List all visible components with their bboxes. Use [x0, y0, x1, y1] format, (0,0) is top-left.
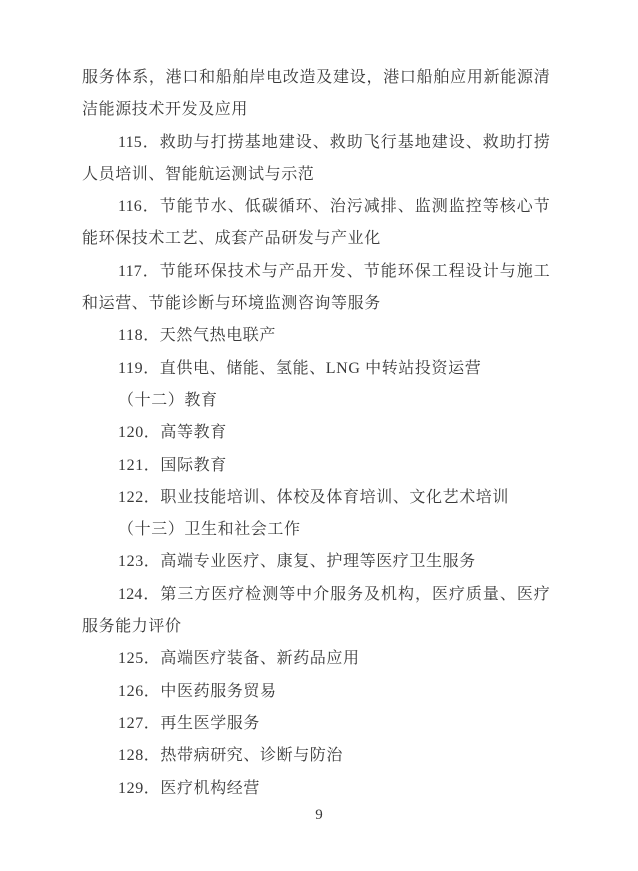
text-line: 115．救助与打捞基地建设、救助飞行基地建设、救助打捞 [118, 133, 550, 151]
text-line: 129．医疗机构经营 [118, 779, 261, 797]
section-heading: （十三）卫生和社会工作 [118, 521, 301, 539]
text-line: 127．再生医学服务 [118, 714, 261, 732]
text-line: 126．中医药服务贸易 [118, 682, 277, 700]
text-line: 116．节能节水、低碳循环、治污减排、监测监控等核心节 [118, 198, 550, 216]
text-line: 能环保技术工艺、成套产品研发与产业化 [82, 230, 381, 248]
text-line: 123．高端专业医疗、康复、护理等医疗卫生服务 [118, 553, 476, 571]
text-line: 122．职业技能培训、体校及体育培训、文化艺术培训 [118, 488, 510, 506]
text-line: 洁能源技术开发及应用 [82, 101, 249, 119]
text-line: 124．第三方医疗检测等中介服务及机构，医疗质量、医疗 [118, 585, 550, 603]
text-line: 117．节能环保技术与产品开发、节能环保工程设计与施工 [118, 262, 550, 280]
text-line: 119．直供电、储能、氢能、LNG 中转站投资运营 [118, 359, 482, 377]
text-line: 和运营、节能诊断与环境监测咨询等服务 [82, 295, 381, 313]
text-line: 服务能力评价 [82, 618, 182, 636]
text-line: 121．国际教育 [118, 456, 227, 474]
page-number: 9 [315, 807, 323, 823]
text-line: 120．高等教育 [118, 424, 227, 442]
text-line: 128．热带病研究、诊断与防治 [118, 747, 344, 765]
text-line: 118．天然气热电联产 [118, 327, 277, 345]
text-line: 人员培训、智能航运测试与示范 [82, 165, 315, 183]
text-line: 125．高端医疗装备、新药品应用 [118, 650, 360, 668]
document-text-block [82, 62, 550, 805]
section-heading: （十二）教育 [118, 391, 218, 409]
text-line: 服务体系，港口和船舶岸电改造及建设，港口船舶应用新能源清 [82, 69, 550, 86]
